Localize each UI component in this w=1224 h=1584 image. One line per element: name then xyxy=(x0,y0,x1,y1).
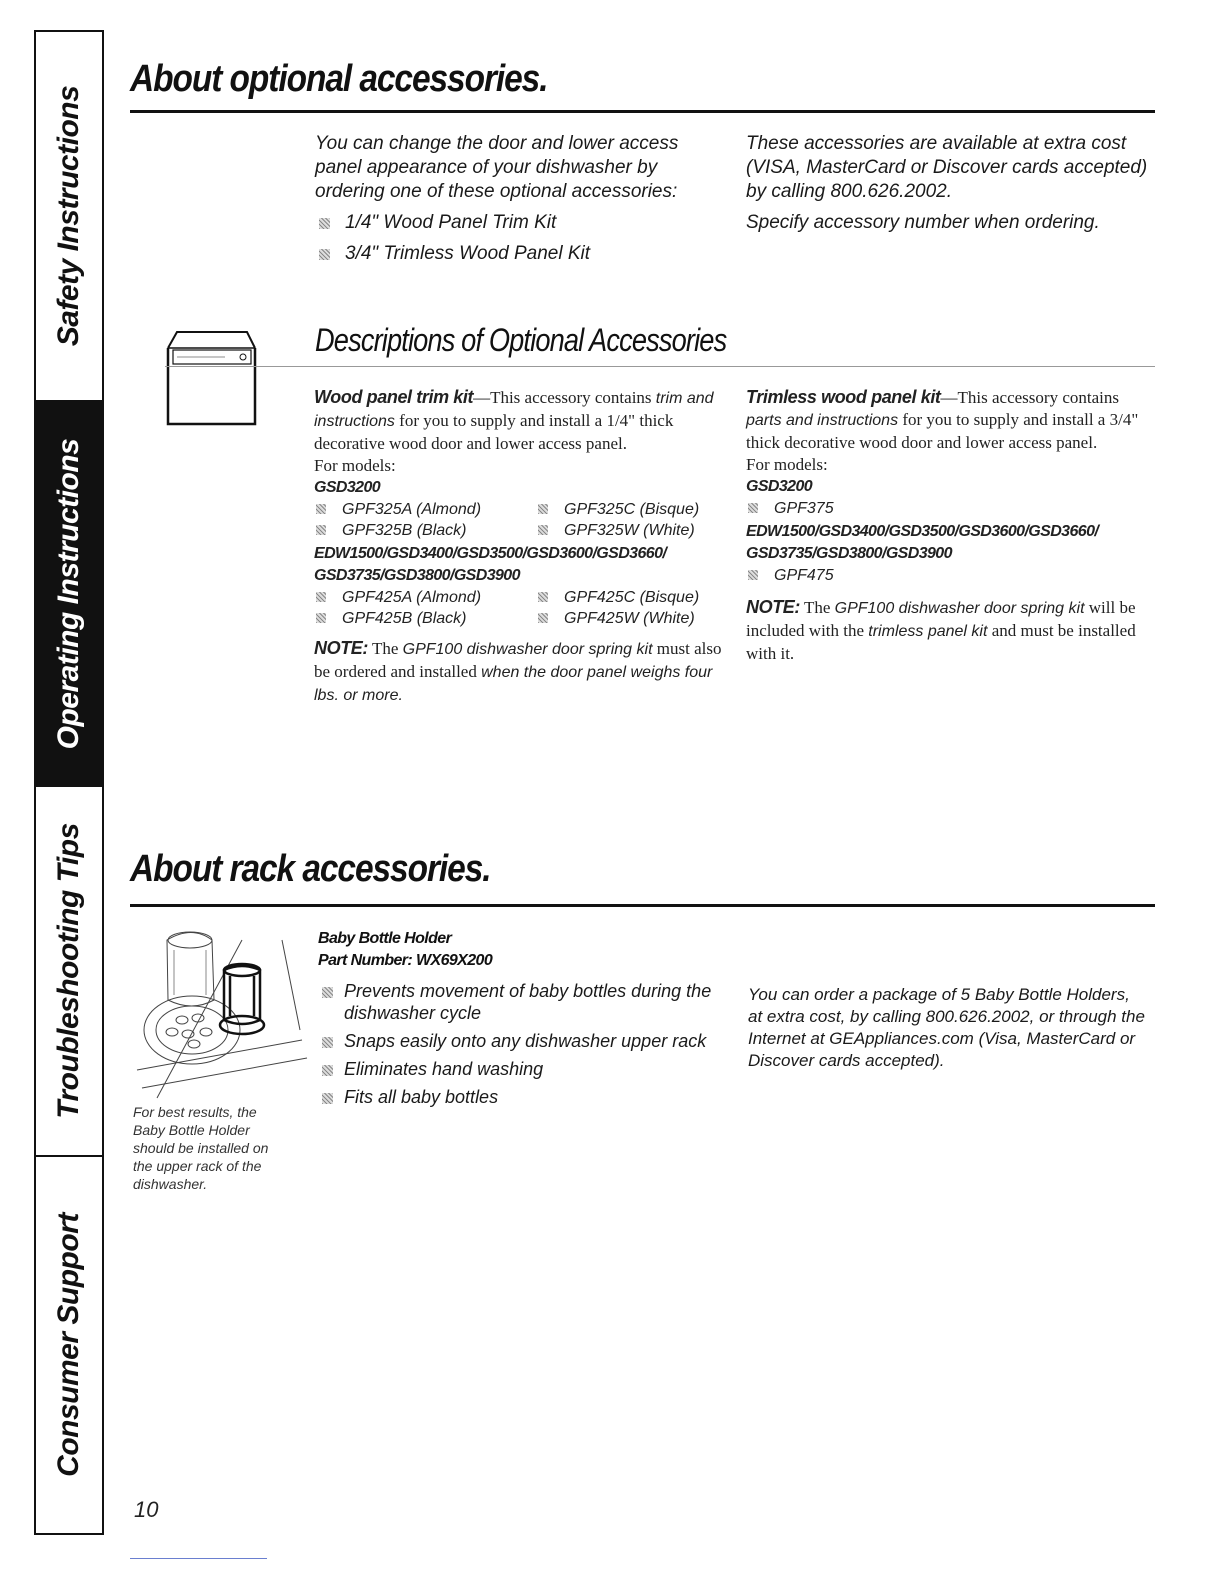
model-item: GPF425W (White) xyxy=(536,608,734,629)
footer-line xyxy=(130,1558,267,1559)
model-item: GPF325B (Black) xyxy=(314,520,512,541)
description-text: —This accessory contains xyxy=(940,388,1119,407)
description-text: for you to supply and install a 1/4" thick decorative wood door and lower access panel. xyxy=(314,411,674,453)
sidebar-tab-consumer-support[interactable] xyxy=(36,1157,102,1533)
model-item: GPF375 xyxy=(746,498,974,519)
note-text: will be included with the xyxy=(746,598,1136,640)
feature-list xyxy=(318,980,738,1108)
note-label: NOTE: xyxy=(746,597,800,617)
subheading-rule xyxy=(165,366,1155,367)
sidebar-tab-label: Troubleshooting Tips xyxy=(52,823,85,1119)
sidebar-tab-operating[interactable] xyxy=(36,402,102,787)
trimless-wood-panel-kit-description xyxy=(746,386,1156,665)
model-row xyxy=(314,587,734,608)
section-divider xyxy=(130,904,1155,907)
model-group-header: EDW1500/GSD3400/GSD3500/GSD3600/GSD3660/ GSD3735/GSD3800/GSD3900 xyxy=(314,545,667,584)
model-row xyxy=(314,520,734,541)
for-models-label: For models: xyxy=(314,456,396,475)
image-caption: For best results, the Baby Bottle Holder should be installed on the upper rack of the dishwasher. xyxy=(133,1104,269,1192)
model-group-header: EDW1500/GSD3400/GSD3500/GSD3600/GSD3660/ GSD3735/GSD3800/GSD3900 xyxy=(746,523,1099,562)
section-sidebar xyxy=(34,30,104,1535)
order-note: You can order a package of 5 Baby Bottle Holders, at extra cost, by calling 800.626.2002, or through the Internet at GEAppliances.com (Visa, MasterCard or Discover cards accepted). xyxy=(748,985,1145,1070)
wood-panel-trim-kit-description xyxy=(314,386,734,707)
model-item: GPF325W (White) xyxy=(536,520,734,541)
model-row xyxy=(746,565,1156,586)
model-group-header: GSD3200 xyxy=(746,478,813,495)
note-emphasis: when the door panel weighs four lbs. or more. xyxy=(314,664,713,704)
description-emphasis: trim and instructions xyxy=(314,390,714,430)
descriptions-subheading: Descriptions of Optional Accessories xyxy=(315,322,727,358)
order-note-block xyxy=(748,984,1148,1072)
accessory-bullet: 3/4" Trimless Wood Panel Kit xyxy=(315,242,705,266)
product-name: Baby Bottle Holder xyxy=(318,930,452,947)
description-text: —This accessory contains xyxy=(473,388,656,407)
model-item: GPF425B (Black) xyxy=(314,608,512,629)
note-emphasis: GPF100 dishwasher door spring kit xyxy=(402,641,653,658)
description-emphasis: parts and instructions xyxy=(746,412,899,429)
for-models-label: For models: xyxy=(746,455,828,474)
feature-item: Fits all baby bottles xyxy=(318,1086,738,1108)
feature-item: Eliminates hand washing xyxy=(318,1058,738,1080)
part-number: Part Number: WX69X200 xyxy=(318,952,493,969)
model-item: GPF325C (Bisque) xyxy=(536,499,734,520)
baby-bottle-holder-illustration xyxy=(132,920,312,1100)
specify-note: Specify accessory number when ordering. xyxy=(746,212,1100,233)
feature-item: Snaps easily onto any dishwasher upper rack xyxy=(318,1030,738,1052)
kit-name: Trimless wood panel kit xyxy=(746,387,941,407)
model-item: GPF425C (Bisque) xyxy=(536,587,734,608)
accessory-bullet: 1/4" Wood Panel Trim Kit xyxy=(315,211,705,235)
note-text: The xyxy=(368,639,403,658)
model-row xyxy=(314,499,734,520)
model-item: GPF475 xyxy=(746,565,974,586)
baby-bottle-holder-info xyxy=(318,928,738,1108)
sidebar-tab-label: Operating Instructions xyxy=(52,438,85,749)
model-item: GPF425A (Almond) xyxy=(314,587,512,608)
note-emphasis: trimless panel kit xyxy=(868,623,988,640)
sidebar-tab-label: Consumer Support xyxy=(52,1213,85,1477)
section-title-rack-accessories: About rack accessories. xyxy=(130,848,491,890)
cost-note: These accessories are available at extra cost (VISA, MasterCard or Discover cards accepted) by calling 800.626.2002. xyxy=(746,133,1148,202)
sidebar-tab-safety[interactable] xyxy=(36,32,102,402)
intro-text-block xyxy=(315,132,705,266)
intro-paragraph: You can change the door and lower access panel appearance of your dishwasher by ordering one of these optional accessories: xyxy=(315,133,679,202)
model-row xyxy=(746,498,1156,519)
note-emphasis: GPF100 dishwasher door spring kit xyxy=(834,600,1085,617)
note-label: NOTE: xyxy=(314,638,368,658)
note-text: must also be ordered and installed xyxy=(314,639,722,681)
note-text: and must be installed with it. xyxy=(746,621,1136,663)
page-number: 10 xyxy=(134,1497,159,1522)
note-paragraph xyxy=(314,637,734,707)
model-row xyxy=(314,608,734,629)
kit-name: Wood panel trim kit xyxy=(314,387,474,407)
description-text: for you to supply and install a 3/4" thick decorative wood door and lower access panel. xyxy=(746,410,1139,452)
sidebar-tab-label: Safety Instructions xyxy=(52,85,85,347)
feature-item: Prevents movement of baby bottles during the dishwasher cycle xyxy=(318,980,738,1024)
section-divider xyxy=(130,110,1155,113)
section-title-optional-accessories: About optional accessories. xyxy=(130,58,548,100)
dishwasher-illustration xyxy=(165,326,260,426)
note-paragraph xyxy=(746,596,1156,665)
model-group-header: GSD3200 xyxy=(314,479,381,496)
sidebar-tab-troubleshooting[interactable] xyxy=(36,787,102,1157)
ordering-info-block xyxy=(746,132,1156,235)
model-item: GPF325A (Almond) xyxy=(314,499,512,520)
note-text: The xyxy=(800,598,835,617)
